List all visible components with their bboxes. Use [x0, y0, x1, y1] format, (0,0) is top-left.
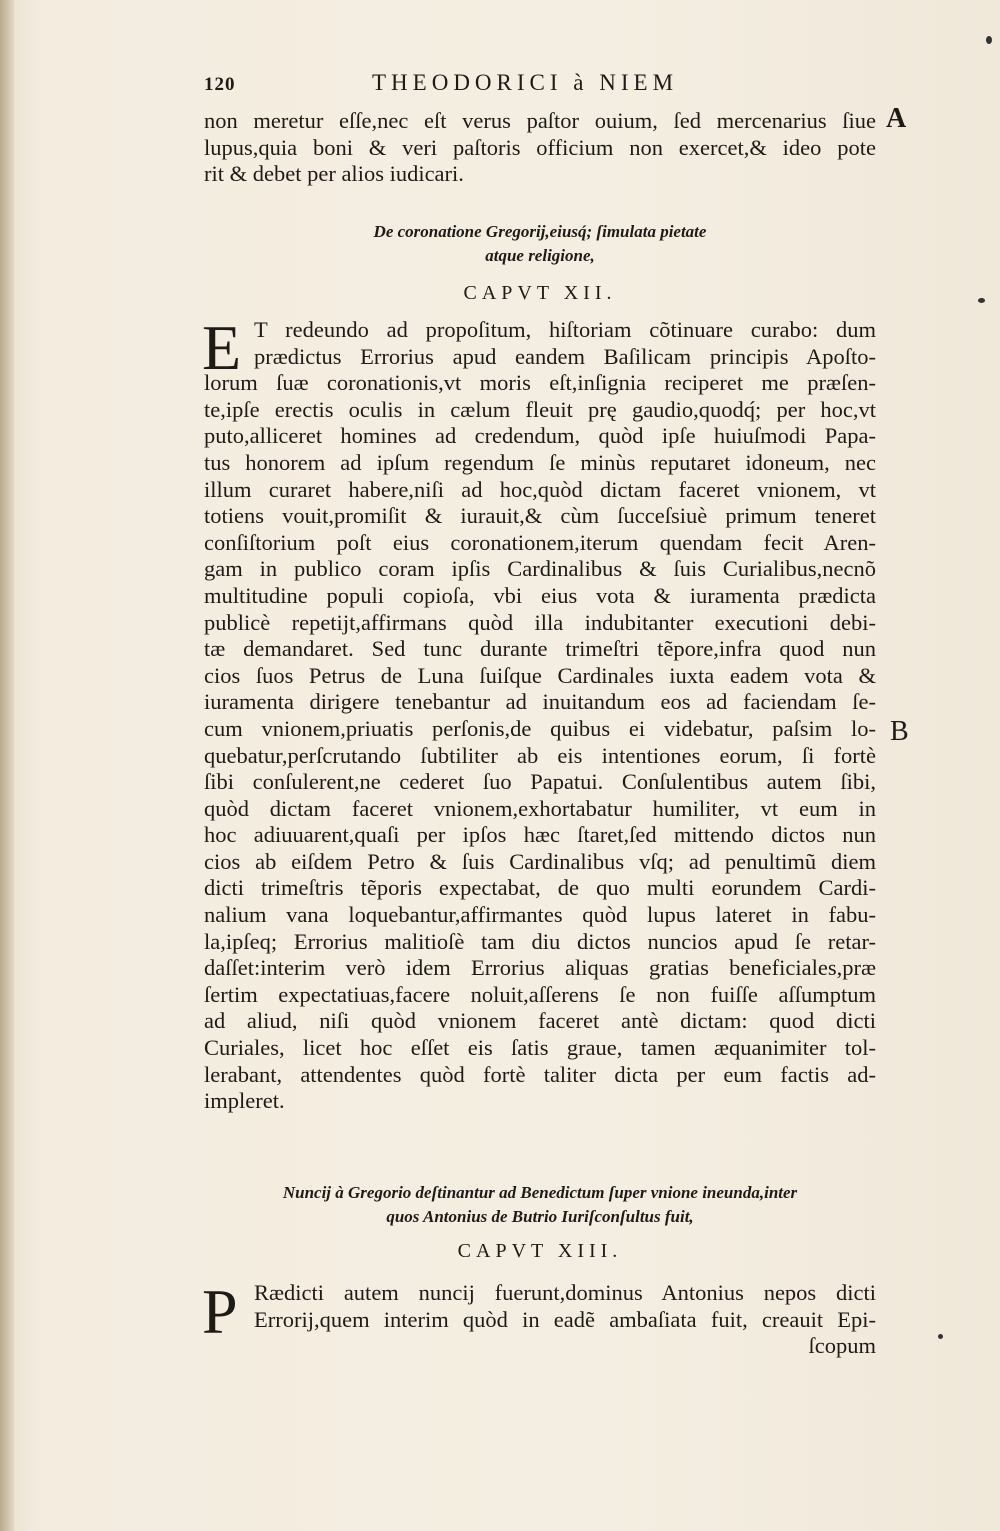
ink-spot [978, 298, 985, 303]
text-line: impleret. [204, 1088, 285, 1114]
text-line: multitudine populi copioſa, vbi eius vota & iuramenta prædicta [204, 582, 876, 608]
text-line: quòd dictam faceret vnionem,exhortabatur humiliter, vt eum in [204, 795, 876, 821]
text-line: Rædicti autem nuncij fuerunt,dominus Antonius nepos dicti [254, 1280, 876, 1305]
margin-letter-b: B [890, 716, 909, 747]
opening-paragraph [204, 108, 876, 188]
chapter-13-summary [204, 1181, 876, 1229]
ink-spot [938, 1334, 943, 1339]
text-line: cios ſuos Petrus de Luna ſuiſque Cardinales iuxta eadem vota & [204, 662, 876, 688]
running-header [204, 70, 876, 104]
chapter-13-heading: CAPVT XIII. [457, 1240, 623, 1262]
text-line: lorum ſuæ coronationis,vt moris eſt,inſignia reciperet me præſen- [204, 370, 876, 396]
text-line: illum curaret habere,niſi ad hoc,quòd dictam faceret vnionem, vt [204, 476, 876, 502]
page-number: 120 [204, 74, 236, 95]
text-line: hoc adiuuarent,quaſi per ipſos hæc ſtaret,ſed mittendo dictos nun [204, 822, 876, 848]
text-line: ſibi conſulerent,ne cederet ſuo Papatui. Conſulentibus autem ſibi, [204, 769, 876, 795]
text-line: nalium vana loquebantur,affirmantes quòd lupus lateret in fabu- [204, 902, 876, 928]
text-line: te,ipſe erectis oculis in cælum fleuit prę gaudio,quodq́; per hoc,vt [204, 396, 876, 422]
text-line: publicè repetijt,affirmans quòd illa indubitanter executioni debi- [204, 609, 876, 635]
text-line: quebatur,perſcrutando ſubtiliter ab eis intentiones eorum, ſi fortè [204, 742, 876, 768]
text-line: conſiſtorium poſt eius coronationem,iterum quendam fecit Aren- [204, 529, 876, 555]
running-title: THEODORICI à NIEM [372, 70, 679, 95]
summary-line: Nuncij à Gregorio deſtinantur ad Benedictum ſuper vnione ineunda,inter [282, 1183, 798, 1202]
text-line: la,ipſeq; Errorius malitioſè tam diu dictos nuncios apud ſe retar- [204, 928, 876, 954]
text-line: lupus,quia boni & veri paſtoris officium non exercet,& ideo pote [204, 134, 876, 160]
text-line: Errorij,quem interim quòd in eadẽ ambaſiata fuit, creauit Epi- [254, 1306, 876, 1332]
dropcap-p: P [202, 1276, 238, 1347]
text-line: ad aliud, niſi quòd vnionem faceret antè dictam: quod dicti [204, 1008, 876, 1034]
summary-line: De coronatione Gregorij,eiusq́; ſimulata pietate [373, 222, 707, 241]
dropcap-e: E [202, 312, 242, 383]
text-line: tæ demandaret. Sed tunc durante trimeſtri tẽpore,infra quod nun [204, 636, 876, 662]
ink-spot [986, 36, 992, 44]
catchword: ſcopum [808, 1333, 876, 1359]
summary-line: atque religione, [485, 246, 595, 265]
chapter-13-body [202, 1276, 876, 1360]
text-line: totiens vouit,promiſit & iurauit,& cùm ſucceſsiuè primum teneret [204, 503, 876, 529]
text-line: lerabant, attendentes quòd fortè taliter dicta per eum factis ad- [204, 1061, 876, 1087]
text-line: cum vnionem,priuatis perſonis,de quibus ei videbatur, paſsim lo- [204, 715, 876, 741]
text-line: rit & debet per alios iudicari. [204, 161, 464, 187]
summary-line: quos Antonius de Butrio Iuriſconſultus fuit, [386, 1207, 694, 1226]
text-line: tus honorem ad ipſum regendum ſe minùs reputaret idoneum, nec [204, 449, 876, 475]
text-line: prædictus Errorius apud eandem Baſilicam principis Apoſto- [254, 343, 876, 369]
text-line: cios ab eiſdem Petro & ſuis Cardinalibus vſq; ad penultimũ diem [204, 848, 876, 874]
margin-letter-a: A [886, 103, 907, 134]
text-line: daſſet:interim verò idem Errorius aliquas gratias beneficiales,præ [204, 955, 876, 981]
text-line: dicti trimeſtris tẽporis expectabat, de quo multi eorundem Cardi- [204, 875, 876, 901]
chapter-12-heading: CAPVT XII. [463, 282, 617, 304]
chapter-12-body [202, 312, 876, 1115]
text-line: gam in publico coram ipſis Cardinalibus & ſuis Curialibus,necnõ [204, 556, 876, 582]
text-line: puto,alliceret homines ad credendum, quòd ipſe huiuſmodi Papa- [204, 423, 876, 449]
page-gutter [0, 0, 14, 1531]
text-line: T redeundo ad propoſitum, hiſtoriam cõtinuare curabo: dum [254, 317, 876, 342]
text-line: Curiales, licet hoc eſſet eis ſatis graue, tamen æquanimiter tol- [204, 1035, 876, 1061]
text-line: non meretur eſſe,nec eſt verus paſtor ouium, ſed mercenarius ſiue [204, 108, 876, 133]
text-line: ſertim expectatiuas,facere noluit,aſſerens ſe non fuiſſe aſſumptum [204, 981, 876, 1007]
text-line: iuramenta dirigere tenebantur ad inuitandum eos ad faciendam ſe- [204, 689, 876, 715]
chapter-12-summary [204, 220, 876, 268]
